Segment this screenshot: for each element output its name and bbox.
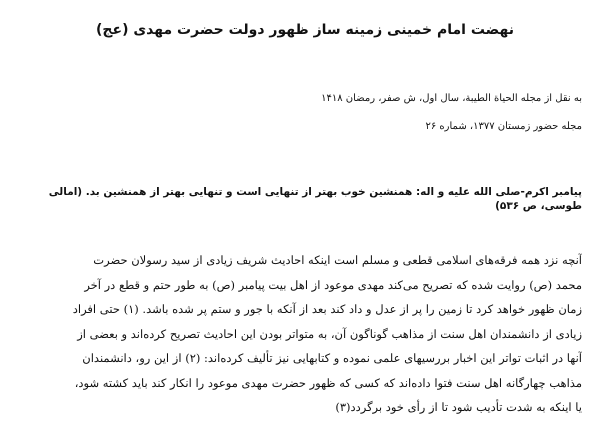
body-line-7: یا اینکه به شدت تأدیب شود تا از رأی خود برگردد(۳) <box>335 400 582 414</box>
article-title: نهضت امام خمینی زمینه ساز ظهور دولت حضرت مهدی (عج) <box>96 22 514 38</box>
body-line-3: زمان ظهور خواهد کرد تا زمین را پر از عدل و داد کند بعد از آنکه با جور و ستم پر شده باشد. (۱) حتی افراد <box>72 302 582 316</box>
body-line-1: آنچه نزد همه فرقه‌های اسلامی قطعی و مسلم است اینکه احادیث شریف زیادی از سید رسولان حضرت <box>93 253 582 267</box>
source-citation-1: به نقل از مجله الحیاة الطیبة، سال اول، ش صفر، رمضان ۱۴۱۸ <box>321 93 582 104</box>
hadith-quote: پیامبر اکرم-صلی الله علیه و اله: همنشین خوب بهتر از تنهایی است و تنهایی بهتر از همنشین بد. (امالی طوسی، ص ۵۳۶) <box>48 186 582 212</box>
body-paragraph <box>26 248 582 420</box>
source-citation-2: مجله حضور زمستان ۱۳۷۷، شماره ۲۶ <box>425 121 582 132</box>
body-line-5: آنها در اثبات تواتر این اخبار بررسیهای علمی نموده و کتابهایی نیز تألیف کرده‌اند: (۲) از این رو، دانشمندان <box>82 351 582 365</box>
body-line-6: مذاهب چهارگانه اهل سنت فتوا داده‌اند که کسی که ظهور حضرت مهدی موعود را انکار کند باید کشته شود، <box>74 375 582 390</box>
body-line-2: محمد (ص) روایت شده که تصریح می‌کند مهدی موعود از اهل بیت پیامبر (ص) به طور حتم و قطع در آخر <box>84 277 582 292</box>
body-line-4: زیادی از دانشمندان اهل سنت از مذاهب گوناگون آن، به متواتر بودن این احادیث تصریح کرده‌اند و بعضی از <box>77 326 582 341</box>
